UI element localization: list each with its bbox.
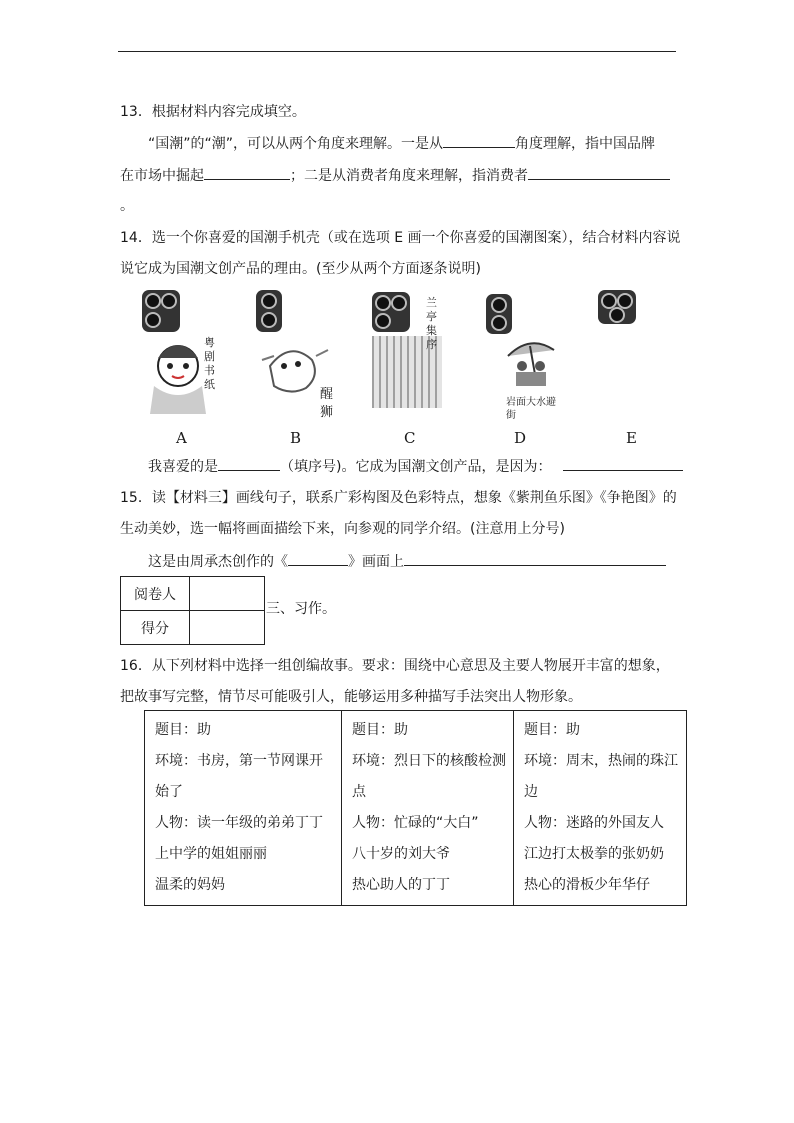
case-a-text: 粤剧书纸 [204,336,215,391]
camera-module-icon [256,290,282,332]
q13-end: 。 [120,198,134,214]
case-c-text: 兰亭集序 [426,296,437,351]
camera-module-icon [598,290,636,324]
phone-case-a[interactable] [140,290,250,438]
story-materials-table [144,710,687,906]
camera-module-icon [372,292,410,332]
q15-answer-line: 这是由周承杰创作的《 》画面上 [148,551,666,572]
option-c-label: C [404,429,416,447]
q15-title-2: 生动美妙，选一幅将画面描绘下来，向参观的同学介绍。(注意用上分号) [120,521,565,537]
q13-blank-consumer[interactable] [528,165,670,180]
q16-title-1: 16．从下列材料中选择一组创编故事。要求：围绕中心意思及主要人物展开丰富的想象， [120,658,670,674]
q14-blank-choice[interactable] [218,456,280,471]
q15-title-1: 15．读【材料三】画线句子，联系广彩构图及色彩特点，想象《紫荆鱼乐图》《争艳图》的 [120,490,677,506]
story-group-3[interactable]: 题目：助 环境：周末，热闹的珠江 边 人物：迷路的外国友人 江边打太极拳的张奶奶 热心的滑板少年华仔 [514,711,687,906]
q13-line1: “国潮”的“潮”，可以从两个角度来理解。一是从 角度理解，指中国品牌 [148,133,655,154]
camera-module-icon [486,294,512,334]
reviewer-label: 阅卷人 [121,577,190,611]
phone-case-e[interactable] [596,290,706,438]
phone-case-c[interactable] [366,290,476,438]
q13-blank-rise[interactable] [204,165,290,180]
option-e-label: E [626,429,637,447]
q13-line2: 在市场中掘起 ；二是从消费者角度来理解，指消费者 [120,165,670,186]
score-cell[interactable] [190,611,265,645]
option-b-label: B [290,429,302,447]
option-d-label: D [514,429,527,447]
case-d-text: 岩面大水避街 [506,397,556,421]
score-label: 得分 [121,611,190,645]
camera-module-icon [142,290,180,332]
q14-blank-reason[interactable] [563,456,683,471]
story-group-2[interactable]: 题目：助 环境：烈日下的核酸检测 点 人物：忙碌的“大白” 八十岁的刘大爷 热心助人的丁丁 [342,711,514,906]
q14-title-1: 14．选一个你喜爱的国潮手机壳（或在选项 E 画一个你喜爱的国潮图案），结合材料内容说 [120,230,681,246]
q13-blank-angle[interactable] [443,133,515,148]
umbrella-figures-icon [500,336,570,396]
score-table [120,576,265,645]
q14-answer-line: 我喜爱的是 （填序号)。它成为国潮文创产品，是因为： [148,456,683,477]
option-a-label: A [176,429,187,447]
opera-face-icon [144,334,244,438]
story-group-1[interactable]: 题目：助 环境：书房，第一节网课开 始了 人物：读一年级的弟弟丁丁 上中学的姐姐丽丽 温柔的妈妈 [145,711,342,906]
phone-case-b[interactable] [250,290,360,438]
q14-title-2: 说它成为国潮文创产品的理由。(至少从两个方面逐条说明) [120,261,481,277]
q15-blank-describe[interactable] [404,551,666,566]
phone-case-d[interactable] [480,290,590,438]
q16-title-2: 把故事写完整，情节尽可能吸引人，能够运用多种描写手法突出人物形象。 [120,689,582,705]
section-three-heading: 三、习作。 [266,601,336,617]
case-b-text: 醒狮 [320,387,334,420]
q13-title: 13．根据材料内容完成填空。 [120,104,306,120]
q15-blank-title[interactable] [288,551,348,566]
reviewer-cell[interactable] [190,577,265,611]
header-rule [118,51,676,52]
